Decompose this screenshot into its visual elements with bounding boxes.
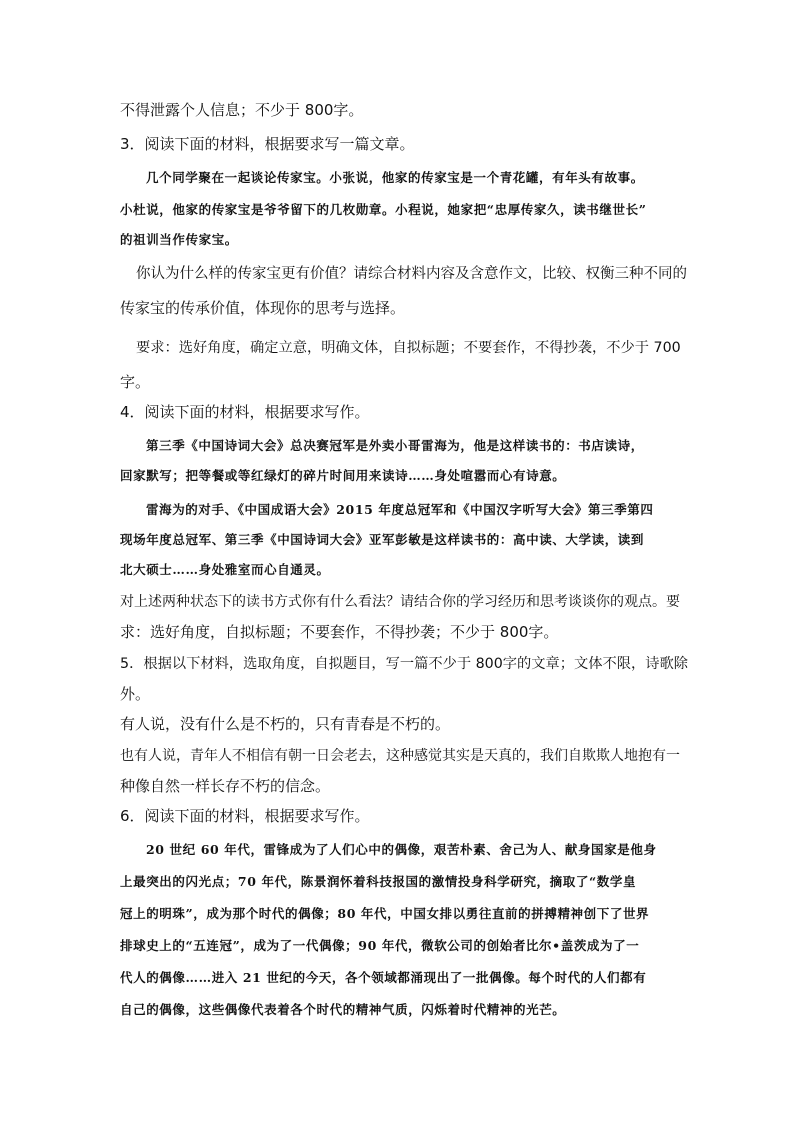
material-text-line: 20 世纪 60 年代，雷锋成为了人们心中的偶像，艰苦朴素、舍己为人、献身国家是他身 [146,842,657,857]
material-text-line: 代人的偶像……进入 21 世纪的今天，各个领域都涌现出了一批偶像。每个时代的人们都有 [120,970,647,985]
requirement-line: 要求：选好角度，确定立意，明确文体，自拟标题；不要套作，不得抄袭，不少于 700 [136,340,681,356]
material-text-line: 排球史上的“五连冠”，成为了一代偶像；90 年代，微软公司的创始者比尔•盖茨成为了一 [120,938,640,953]
material-text-line: 回家默写；把等餐或等红绿灯的碎片时间用来读诗……身处喧嚣而心有诗意。 [120,468,566,483]
text-line: 种像自然一样长存不朽的信念。 [120,777,331,795]
material-text-line: 上最突出的闪光点；70 年代，陈景润怀着科技报国的激情投身科学研究，摘取了“数学皇 [120,874,637,889]
material-text-line: 小杜说，他家的传家宝是爷爷留下的几枚勋章。小程说，她家把“忠厚传家久，读书继世长” [120,202,647,217]
material-text-line: 现场年度总冠军、第三季《中国诗词大会》亚军彭敏是这样读书的：高中读、大学读，读到 [120,532,645,547]
material-text-line: 的祖训当作传家宝。 [120,232,238,247]
question-4-heading: 4．阅读下面的材料，根据要求写作。 [120,403,370,421]
text-line: 传家宝的传承价值，体现你的思考与选择。 [120,299,406,317]
text-line: 外。 [120,685,151,703]
text-line: 也有人说，青年人不相信有朝一日会老去，这种感觉其实是天真的，我们自欺欺人地抱有一 [120,748,680,764]
text-line: 求：选好角度，自拟标题；不要套作，不得抄袭；不少于 800字。 [120,623,559,641]
material-text-line: 几个同学聚在一起谈论传家宝。小张说，他家的传家宝是一个青花罐，有年头有故事。 [146,170,644,185]
material-text-line: 雷海为的对手、《中国成语大会》2015 年度总冠军和《中国汉字听写大会》第三季第四 [146,502,654,517]
requirement-line: 字。 [120,373,151,391]
question-5-heading: 5．根据以下材料，选取角度，自拟题目，写一篇不少于 800字的文章；文体不限，诗歌除 [120,656,689,672]
question-6-heading: 6．阅读下面的材料，根据要求写作。 [120,807,370,825]
text-line: 不得泄露个人信息；不少于 800字。 [120,101,364,119]
material-text-line: 第三季《中国诗词大会》总决赛冠军是外卖小哥雷海为，他是这样读书的：书店读诗， [146,438,644,453]
material-text-line: 北大硕士……身处雅室而心自通灵。 [120,562,330,577]
text-line: 你认为什么样的传家宝更有价值？请综合材料内容及含意作文，比较、权衡三种不同的 [136,266,687,282]
material-text-line: 自己的偶像，这些偶像代表着各个时代的精神气质，闪烁着时代精神的光芒。 [120,1002,566,1017]
question-3-heading: 3．阅读下面的材料，根据要求写一篇文章。 [120,135,415,153]
text-line: 有人说，没有什么是不朽的，只有青春是不朽的。 [120,715,451,733]
text-line: 对上述两种状态下的读书方式你有什么看法？请结合你的学习经历和思考谈谈你的观点。要 [120,594,680,610]
material-text-line: 冠上的明珠”，成为那个时代的偶像；80 年代，中国女排以勇往直前的拼搏精神创下了世界 [120,906,650,921]
